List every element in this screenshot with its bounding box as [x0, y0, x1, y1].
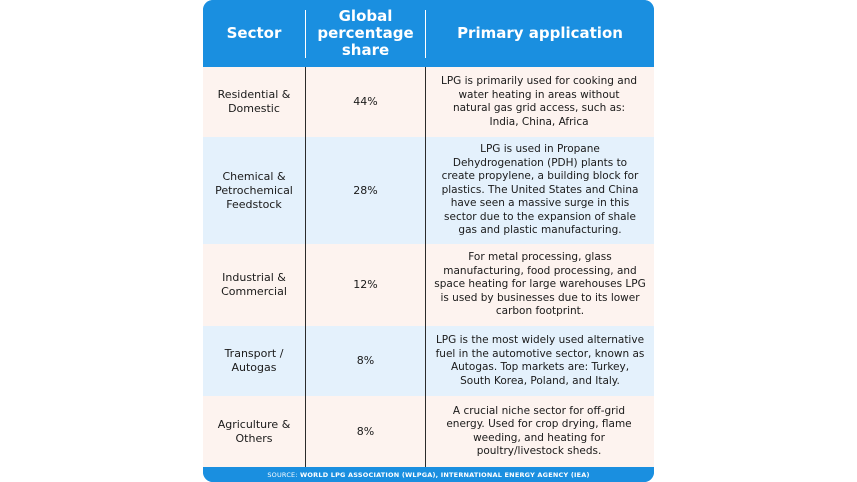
source-footer — [203, 467, 654, 482]
share-cell: 8% — [356, 424, 375, 438]
header-application: Primary application — [457, 24, 623, 42]
application-cell: A crucial niche sector for off-grid energy. Used for crop drying, flame weeding, and heating for poultry/livestock sheds. — [446, 404, 632, 457]
table-row — [203, 67, 654, 137]
sector-cell: Chemical & Petrochemical Feedstock — [215, 169, 293, 211]
header-sector: Sector — [226, 24, 282, 42]
share-cell: 28% — [353, 183, 378, 197]
table-row — [203, 244, 654, 326]
application-cell: LPG is primarily used for cooking and water heating in areas without natural gas grid access, such as: India, China, Africa — [440, 75, 638, 128]
table-row — [203, 326, 654, 396]
column-divider — [305, 67, 306, 467]
table-row — [203, 137, 654, 244]
sector-cell: Agriculture & Others — [217, 417, 291, 445]
table-row — [203, 396, 654, 467]
lpg-sector-table — [203, 0, 654, 482]
source-text: WORLD LPG ASSOCIATION (WLPGA), INTERNATIONAL ENERGY AGENCY (IEA) — [300, 470, 590, 479]
column-divider — [425, 67, 426, 467]
application-cell: LPG is used in Propane Dehydrogenation (PDH) plants to create propylene, a building block for plastics. The United States and China have seen a massive surge in this sector due to the expansion of shale gas and plastic manufacturing. — [441, 143, 639, 237]
source-label: SOURCE: — [267, 470, 298, 479]
share-cell: 12% — [353, 278, 378, 291]
sector-cell: Residential & Domestic — [217, 88, 291, 115]
share-cell: 44% — [353, 95, 378, 108]
application-cell: LPG is the most widely used alternative fuel in the automotive sector, known as Autogas. Top markets are: Turkey, South Korea, Poland, and Italy. — [435, 334, 645, 387]
share-cell: 8% — [356, 354, 375, 367]
application-cell: For metal processing, glass manufacturing, food processing, and space heating for large warehouses LPG is used by businesses due to its lower carbon footprint. — [434, 251, 646, 318]
header-share: Global percentage share — [317, 7, 414, 59]
sector-cell: Transport / Autogas — [224, 347, 284, 374]
sector-cell: Industrial & Commercial — [221, 271, 287, 298]
table-header — [203, 0, 654, 67]
